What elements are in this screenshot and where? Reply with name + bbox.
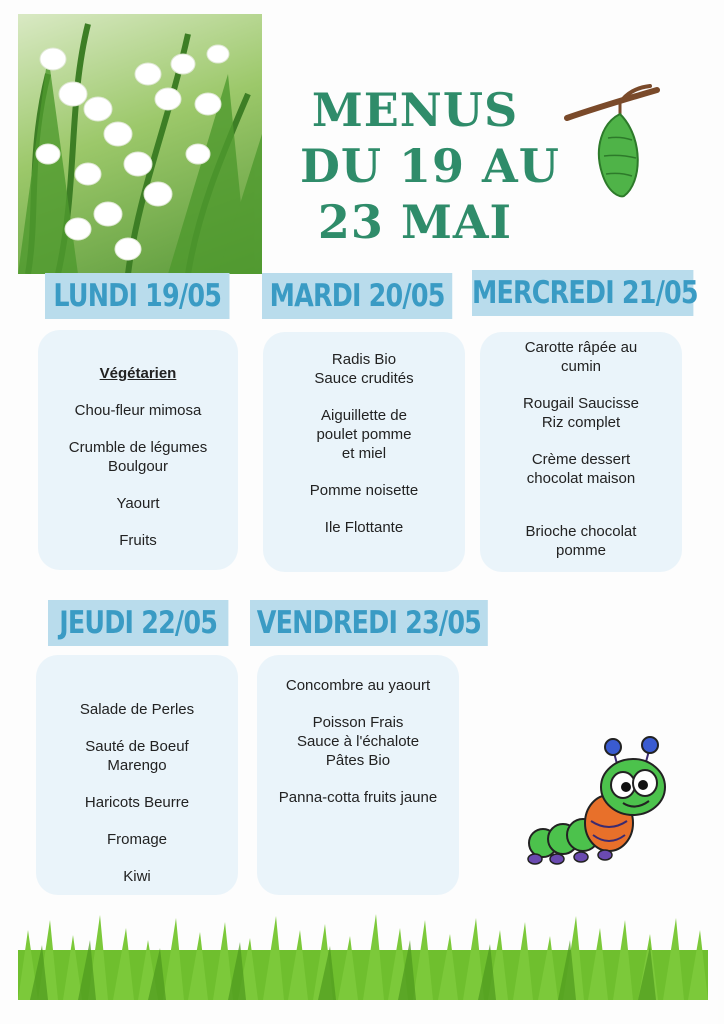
menu-item: Pomme noisette <box>309 482 419 499</box>
menu-item: Fromage <box>106 831 168 848</box>
day-header-lundi: LUNDI 19/05 <box>45 273 230 319</box>
menu-item: Radis Bio Sauce crudités <box>314 351 414 387</box>
menu-item: Ile Flottante <box>324 519 404 536</box>
title-line-1: MENUS <box>311 83 519 137</box>
menu-item: Kiwi <box>123 868 151 885</box>
menu-item: Yaourt <box>116 495 160 512</box>
caterpillar-icon <box>525 735 675 870</box>
menu-item: Crème dessert chocolat maison <box>526 451 636 487</box>
menu-item: Rougail Saucisse Riz complet <box>523 395 639 431</box>
menu-item: Poisson Frais Sauce à l'échalote Pâtes Bio <box>296 714 420 769</box>
menu-item: Carotte râpée au cumin <box>524 339 638 375</box>
page-title <box>300 82 560 250</box>
menu-item: Concombre au yaourt <box>285 677 431 694</box>
menu-item: Fruits <box>119 532 157 549</box>
menu-item: Crumble de légumes Boulgour <box>68 439 208 475</box>
grass-image <box>18 910 708 1000</box>
menu-item: Aiguillette de poulet pomme et miel <box>316 407 412 462</box>
day-header-mercredi: MERCREDI 21/05 <box>472 270 693 316</box>
lily-of-the-valley-image <box>18 14 262 274</box>
menu-card-vendredi <box>257 655 459 895</box>
chrysalis-icon <box>562 78 662 208</box>
menu-card-mardi <box>263 332 465 572</box>
menu-item: Chou-fleur mimosa <box>74 402 202 419</box>
day-header-jeudi: JEUDI 22/05 <box>48 600 228 646</box>
menu-card-jeudi <box>36 655 238 895</box>
day-header-mardi: MARDI 20/05 <box>262 273 452 319</box>
menu-item: Haricots Beurre <box>84 794 190 811</box>
menu-item: Salade de Perles <box>79 701 195 718</box>
title-line-3: 23 MAI <box>317 195 513 249</box>
title-line-2: DU 19 AU <box>300 139 560 193</box>
menu-card-lundi <box>38 330 238 570</box>
menu-item: Brioche chocolat pomme <box>525 523 637 559</box>
menu-item: Végétarien <box>99 365 177 382</box>
menu-item: Sauté de Boeuf Marengo <box>85 738 189 774</box>
menu-item: Panna-cotta fruits jaune <box>278 789 438 806</box>
menu-card-mercredi <box>480 332 682 572</box>
day-header-vendredi: VENDREDI 23/05 <box>250 600 488 646</box>
